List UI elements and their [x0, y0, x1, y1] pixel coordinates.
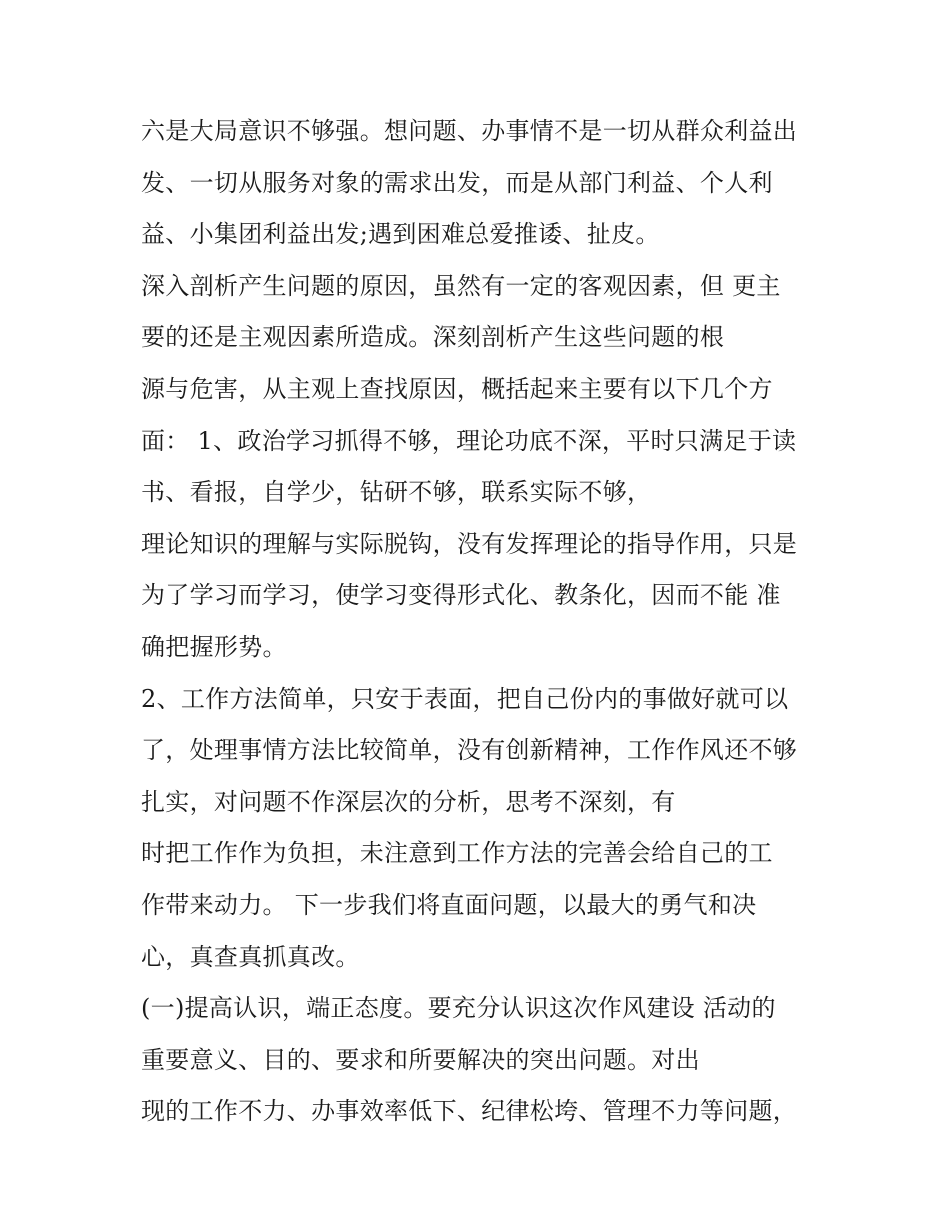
- document-body: [141, 106, 831, 1138]
- text-line: 重要意义、目的、要求和所要解决的突出问题。对出: [141, 1045, 700, 1074]
- text-line: 心，真查真抓真改。: [141, 942, 360, 971]
- text-line: 确把握形势。: [141, 632, 287, 661]
- text-line: 现的工作不力、办事效率低下、纪律松垮、管理不力等问题，: [141, 1097, 798, 1126]
- text-line: 深入剖析产生问题的原因，虽然有一定的客观因素，但 更主: [141, 271, 781, 300]
- text-line: 了，处理事情方法比较简单，没有创新精神，工作作风还不够: [141, 736, 798, 765]
- text-line: 面： 1、政治学习抓得不够，理论功底不深，平时只满足于读: [141, 426, 797, 455]
- text-line: 时把工作作为负担，未注意到工作方法的完善会给自己的工: [141, 839, 773, 868]
- text-line: 扎实，对问题不作深层次的分析，思考不深刻，有: [141, 787, 676, 816]
- text-line: 2、工作方法简单，只安于表面，把自己份内的事做好就可以: [141, 684, 789, 713]
- text-line: 为了学习而学习，使学习变得形式化、教条化，因而不能 准: [141, 581, 781, 610]
- text-line: 作带来动力。 下一步我们将直面问题，以最大的勇气和决: [141, 890, 757, 919]
- text-line: 书、看报，自学少，钻研不够，联系实际不够，: [141, 478, 652, 507]
- text-line: (一)提高认识，端正态度。要充分认识这次作风建设 活动的: [141, 994, 776, 1023]
- text-line: 理论知识的理解与实际脱钩，没有发挥理论的指导作用，只是: [141, 529, 798, 558]
- text-line: 益、小集团利益出发;遇到困难总爱推诿、扯皮。: [141, 220, 660, 249]
- text-line: 发、一切从服务对象的需求出发，而是从部门利益、个人利: [141, 168, 773, 197]
- text-line: 六是大局意识不够强。想问题、办事情不是一切从群众利益出: [141, 117, 798, 145]
- text-line: 源与危害，从主观上查找原因，概括起来主要有以下几个方: [141, 374, 773, 403]
- text-line: 要的还是主观因素所造成。深刻剖析产生这些问题的根: [141, 323, 725, 352]
